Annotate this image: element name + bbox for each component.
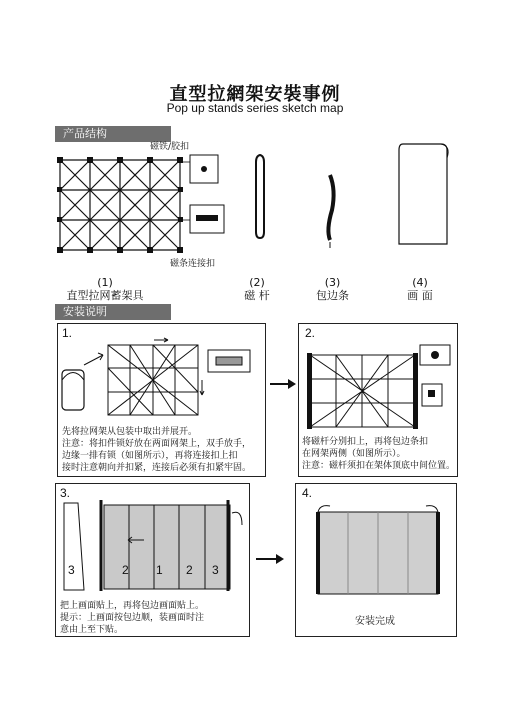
page-title: 直型拉網架安裝事例 [169,84,341,105]
step-3-diagram [56,495,246,595]
step-1-number: 1. [62,326,73,340]
edge-strip-diagram [318,170,343,250]
part-caption-1: (1) 直型拉网蓄架具 [66,276,144,302]
step-4-diagram [310,500,445,600]
step-3-text: 把上画面贴上，再将包边画面贴上。 提示：上画面按包边顺，装画面时注 意由上至下贴。 [60,601,205,635]
step-3-number: 3. [60,486,71,500]
page-subtitle: Pop up stands series sketch map [166,101,344,115]
step-3-panel-label-4: 3 [212,563,219,577]
step-3-panel-label-0: 3 [68,563,75,577]
arrow-step1-to-2 [268,378,298,390]
step-2-text: 将磁杆分别扣上，再将包边条扣 在网架两侧（如图所示）。 注意：磁杆须扣在架体顶底中间位置。 [302,437,456,471]
step-3-panel-label-1: 2 [122,563,129,577]
section-bar-structure: 产品结构 [55,126,171,142]
graphic-panel-diagram [395,140,455,250]
step-3-panel-label-3: 2 [186,563,193,577]
arrow-step3-to-4 [254,553,286,565]
step-4-number: 4. [302,486,313,500]
step-1-text: 先将拉网架从包装中取出并展开。 注意：将扣件锁好放在两面网架上，双手放手， 边缘一排有锁（如图所示），再将连接扣上扣 接时注意朝向并扣紧，连接后必须有扣紧牢固。 [62,427,252,473]
step-3-panel-label-2: 1 [156,563,163,577]
part-caption-2: (2) 磁 杆 [244,276,270,302]
frame-lattice-diagram [50,150,230,260]
part-caption-3: (3) 包边条 [316,276,349,302]
magnetic-bar-diagram [250,150,270,245]
annotation-top: 磁铁/胶扣 [150,142,190,152]
step-1-diagram [58,335,263,425]
section-bar-install: 安装说明 [55,304,171,320]
annotation-bottom: 磁条连接扣 [170,259,216,269]
step-2-diagram [300,340,455,432]
step-2-number: 2. [305,326,316,340]
step-4-text: 安装完成 [355,616,395,627]
part-caption-4: (4) 画 面 [407,276,433,302]
